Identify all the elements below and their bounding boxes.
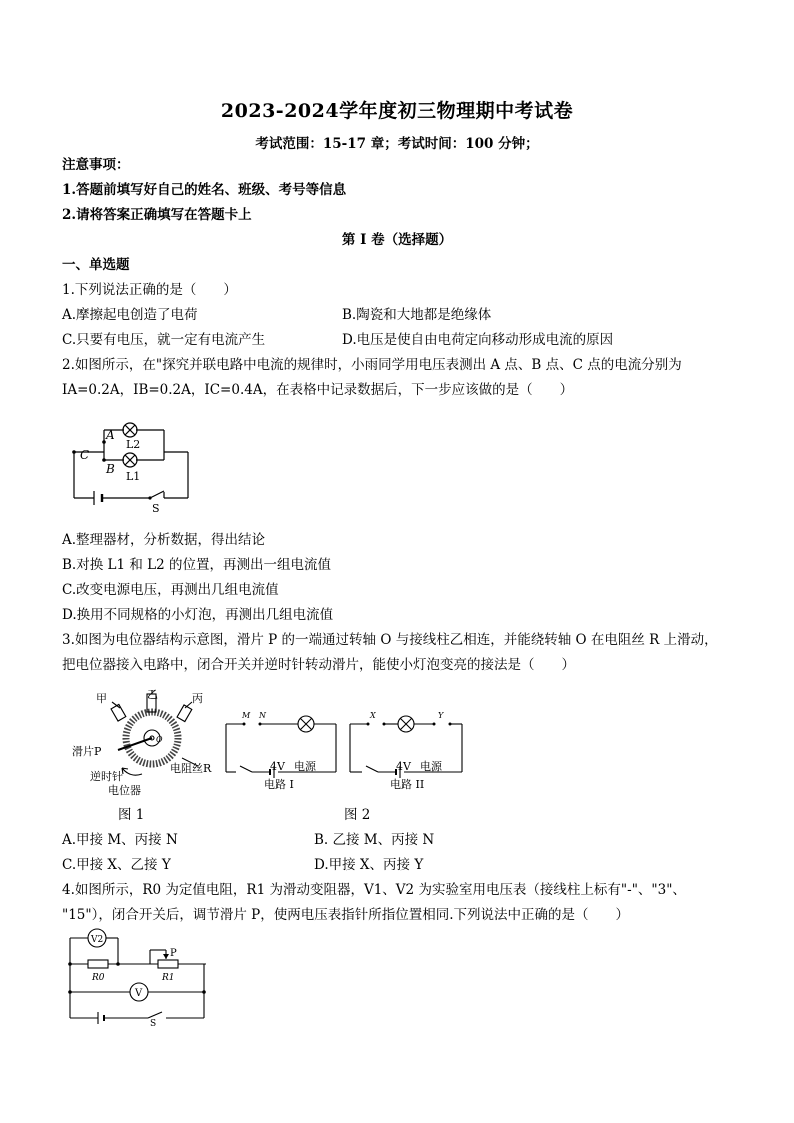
q3-label-jia: 甲: [96, 692, 107, 705]
q4-stem-line1: 4.如图所示，R0 为定值电阻，R1 为滑动变阻器，V1、V2 为实验室用电压表（接线柱上标有"-"、"3"、: [62, 882, 686, 898]
q2-stem-line1: 2.如图所示，在"探究并联电路中电流的规律时，小雨同学用电压表测出 A 点、B 点、C 点的电流分别为: [62, 357, 682, 373]
q2-label-l1: L1: [126, 470, 141, 483]
q2-label-s: S: [152, 502, 160, 514]
notes-heading: 注意事项：: [62, 157, 130, 173]
q2-stem-line2: IA=0.2A，IB=0.2A，IC=0.4A，在表格中记录数据后，下一步应该做的是（ ）: [62, 382, 574, 398]
q3-label-resistor: 电阻丝R: [170, 762, 212, 775]
q2-label-c: C: [80, 448, 90, 462]
q4-label-v2: V2: [91, 935, 104, 945]
q2-option-a: A.整理器材，分析数据，得出结论: [62, 532, 266, 548]
q2-option-d: D.换用不同规格的小灯泡，再测出几组电流值: [62, 607, 334, 623]
q3-circuits-figure: [222, 708, 466, 794]
q3-label-x: X: [370, 711, 376, 720]
q3-stem-line1: 3.如图为电位器结构示意图，滑片 P 的一端通过转轴 O 与接线柱乙相连，并能绕转轴 O 在电阻丝 R 上滑动，: [62, 632, 718, 648]
q1-option-a: A.摩擦起电创造了电荷: [62, 307, 198, 323]
q3-potentiometer-figure: [70, 688, 220, 798]
q4-label-s: S: [150, 1019, 157, 1026]
q3-label-name: 电位器: [108, 784, 141, 797]
q2-label-b: B: [106, 462, 115, 476]
q2-circuit-figure: [66, 412, 196, 514]
q3-label-ccw: 逆时针: [90, 770, 123, 783]
q4-label-v: V: [135, 988, 143, 999]
exam-info: 考试范围：15-17 章；考试时间：100 分钟；: [255, 136, 539, 152]
q2-option-c: C.改变电源电压，再测出几组电流值: [62, 582, 279, 598]
q3-label-voltage2: 4V: [396, 760, 411, 773]
q4-label-p: P: [170, 948, 177, 959]
q3-label-yi: 乙: [147, 688, 158, 701]
q3-label-voltage1: 4V: [270, 760, 285, 773]
q2-label-a: A: [106, 428, 115, 442]
q3-label-y: Y: [438, 711, 444, 720]
q3-label-slider: 滑片P: [72, 745, 102, 758]
notes-item-1: 1.答题前填写好自己的姓名、班级、考号等信息: [62, 182, 347, 198]
q3-label-source2: 电源: [420, 760, 442, 773]
q3-option-a: A.甲接 M、丙接 N: [62, 832, 178, 848]
q3-label-circuit1: 电路 I: [264, 778, 294, 791]
q1-option-c: C.只要有电压，就一定有电流产生: [62, 332, 266, 348]
q4-label-r0: R0: [92, 973, 105, 983]
part-title: 一、单选题: [62, 257, 130, 273]
q4-stem-line2: "15"），闭合开关后，调节滑片 P，使两电压表指针所指位置相同.下列说法中正确的是（ ）: [62, 907, 630, 923]
q3-label-bing: 丙: [192, 692, 203, 705]
q4-label-r1: R1: [162, 973, 175, 983]
q3-option-c: C.甲接 X、乙接 Y: [62, 857, 171, 873]
q2-label-l2: L2: [126, 438, 141, 451]
q4-circuit-figure: [66, 928, 206, 1026]
q3-option-b: B. 乙接 M、丙接 N: [314, 832, 435, 848]
q3-label-m: M: [242, 711, 251, 720]
volume-title: 第 I 卷（选择题）: [341, 232, 453, 248]
q1-option-d: D.电压是使自由电荷定向移动形成电流的原因: [342, 332, 614, 348]
q2-option-b: B.对换 L1 和 L2 的位置，再测出一组电流值: [62, 557, 331, 573]
notes-item-2: 2.请将答案正确填写在答题卡上: [62, 207, 252, 223]
q3-fig1-caption: 图 1: [118, 807, 145, 823]
q3-stem-line2: 把电位器接入电路中，闭合开关并逆时针转动滑片，能使小灯泡变亮的接法是（ ）: [62, 657, 575, 673]
q3-fig2-caption: 图 2: [344, 807, 371, 823]
q3-label-n: N: [259, 711, 266, 720]
q1-stem: 1.下列说法正确的是（ ）: [62, 282, 237, 298]
page-title: 2023-2024学年度初三物理期中考试卷: [220, 100, 574, 122]
q1-option-b: B.陶瓷和大地都是绝缘体: [342, 307, 492, 323]
q3-label-o: O: [156, 735, 163, 744]
q3-option-d: D.甲接 X、丙接 Y: [314, 857, 424, 873]
q3-label-circuit2: 电路 II: [390, 778, 425, 791]
q3-label-source1: 电源: [294, 760, 316, 773]
